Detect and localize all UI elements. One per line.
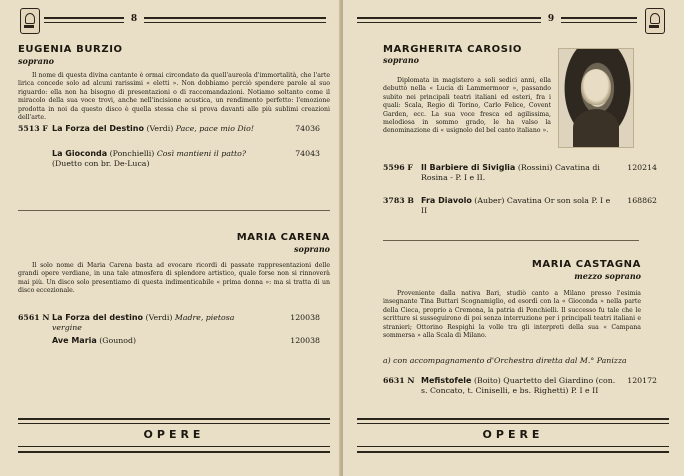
composer: (Auber) (474, 196, 505, 205)
singer-name: MARGHERITA CAROSIO (383, 44, 522, 55)
matrix-number: 120038 (290, 336, 320, 345)
right-footer (357, 418, 669, 458)
catalog-number: 6631 N (383, 376, 415, 385)
singer-name: MARIA CASTAGNA (531, 259, 641, 270)
voice-type: soprano (294, 244, 330, 254)
left-header (0, 8, 341, 34)
record-entry (18, 124, 328, 146)
left-footer (18, 418, 330, 458)
section-title: OPERE (482, 428, 544, 441)
catalog-number: 5513 F (18, 124, 48, 133)
aria-title: Cavatina di Rosina - P. I e II. (421, 163, 600, 182)
orchestra-note: a) con accompagnamento d'Orchestra diretta dal M.° Panizza (383, 356, 627, 365)
opera-title: Mefistofele (421, 376, 472, 385)
record-entry (383, 196, 673, 218)
section-divider (383, 240, 639, 241)
singer-name: EUGENIA BURZIO (18, 44, 123, 55)
voice-type: mezzo soprano (574, 271, 641, 281)
composer: (Ponchielli) (109, 149, 155, 158)
voice-type: soprano (18, 56, 54, 66)
right-header (343, 8, 684, 34)
composer: (Verdi) (146, 124, 174, 133)
record-entry (18, 336, 328, 348)
matrix-number: 120038 (290, 313, 320, 322)
page-number: 8 (124, 14, 144, 24)
composer: (Rossini) (517, 163, 553, 172)
opera-title: Il Barbiere di Siviglia (421, 163, 516, 172)
record-entry (18, 149, 328, 171)
composer: (Boito) (473, 376, 501, 385)
section-divider (18, 210, 330, 211)
opera-title: La Forza del Destino (52, 124, 144, 133)
opera-title: La Forza del destino (52, 313, 144, 322)
page-number: 9 (541, 14, 561, 24)
aria-title: Pace, pace mio Dio! (175, 124, 254, 133)
label-logo-icon (20, 8, 40, 34)
singer-portrait (558, 48, 634, 148)
record-entry (383, 376, 673, 410)
catalog-number: 5596 F (383, 163, 413, 172)
matrix-number: 168862 (627, 196, 657, 205)
matrix-number: 74036 (295, 124, 320, 133)
opera-title: Fra Diavolo (421, 196, 472, 205)
opera-title: Ave Maria (52, 336, 97, 345)
aria-title: Quartetto del Giardino (con. s. Concato, t. Ciniselli, e bs. Righetti) P. I e II (421, 376, 616, 395)
catalog-number: 6561 N (18, 313, 50, 322)
biography-paragraph: Il nome di questa divina cantante è ormai circondato da quell'aureola d'immortalità, che l'arte lirica concede solo ad alcuni rarissimi « eletti ». Non dobbiamo perciò spendere parole al suo riguardo: ella non ha bisogno di presentazioni o di raccomandazioni. Notiamo soltanto come il miracolo della sua voce trovi, anche nell'incisione acustica, un rendimento perfetto: l'emozione prodotta in noi da questo disco è quella stessa che si prova davanti alle più sublimi creazioni dell'arte. (18, 72, 330, 122)
label-logo-icon (645, 8, 665, 34)
composer: (Gounod) (99, 336, 137, 345)
voice-type: soprano (383, 55, 419, 65)
composer: (Verdi) (145, 313, 173, 322)
biography-paragraph: Proveniente dalla nativa Bari, studiò canto a Milano presso l'esimia insegnante Tina Buttari Scognamiglio, ed esordì con la « Gioconda » nella parte della Cieca, proprio a Cremona, la patria di Ponchielli. Il successo fu tale che le scritture si susseguirono di poi senza interruzione per i principali teatri italiani e stranieri; Ottorino Respighi la volle tra gli interpreti della sua « Campana sommersa » alla Scala di Milano. (383, 290, 641, 340)
catalog-number: 3783 B (383, 196, 415, 205)
aria-title: Così mantieni il patto? (156, 149, 247, 158)
matrix-number: 74043 (295, 149, 320, 158)
biography-paragraph: Il solo nome di Maria Carena basta ad evocare ricordi di passate rappresentazioni delle grandi opere verdiane, in una tale atmosfera di splendore artistico, quale forse non si rinnoverà mai più. Un disco solo presentiamo di questa indimenticabile « prima donna »: ma si tratta di un disco eccezionale. (18, 262, 330, 295)
record-note: (Duetto con br. De-Luca) (52, 158, 150, 168)
record-entry (383, 163, 673, 185)
section-title: OPERE (143, 428, 205, 441)
record-entry (18, 313, 328, 335)
matrix-number: 120214 (627, 163, 657, 172)
singer-name: MARIA CARENA (236, 232, 330, 243)
aria-title: Cavatina Or son sola P. I e II (421, 196, 611, 215)
aria-title: Madre, pietosa vergine (52, 313, 235, 332)
opera-title: La Gioconda (52, 149, 108, 158)
matrix-number: 120172 (627, 376, 657, 385)
biography-paragraph: Diplomata in magistero a soli sedici anni, ella debuttò nella « Lucia di Lammermoor », passando subito nei principali teatri italiani ed esteri, fra i quali: Scala, Regio di Torino, Carlo Felice, Covent Garden, ecc. La sua voce fresca ed agilissima, melodiosa in sommo grado, le ha valso la denominazione di « usignolo del bel canto italiano ». (383, 77, 551, 135)
